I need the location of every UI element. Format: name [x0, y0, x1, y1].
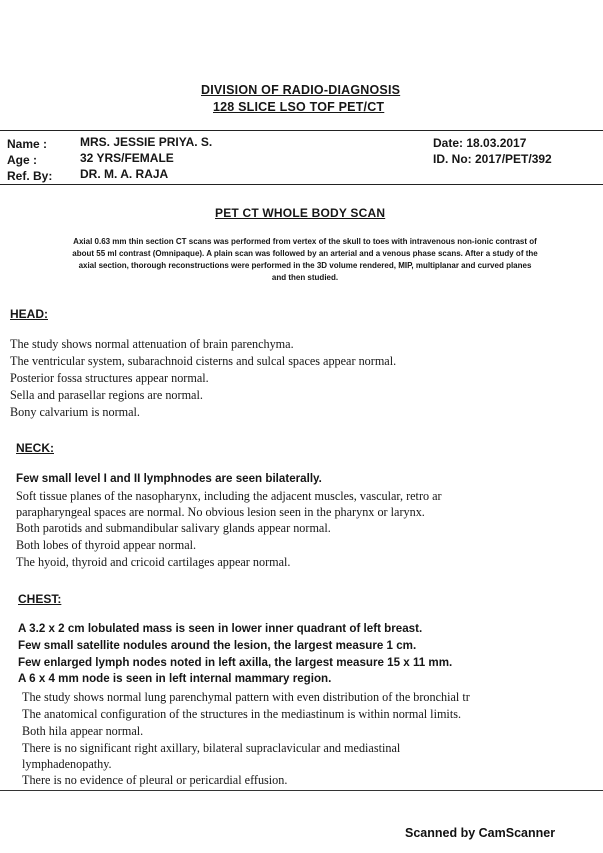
chest-finding: There is no evidence of pleural or pericardial effusion.: [22, 773, 288, 787]
chest-heading: CHEST:: [18, 592, 62, 606]
report-title: PET CT WHOLE BODY SCAN: [215, 206, 386, 220]
divider-top: [0, 130, 603, 131]
neck-finding: Soft tissue planes of the nasopharynx, including the adjacent muscles, vascular, retro ar: [16, 489, 442, 503]
head-finding: Posterior fossa structures appear normal.: [10, 371, 209, 385]
neck-finding: parapharyngeal spaces are normal. No obvious lesion seen in the pharynx or larynx.: [16, 505, 425, 519]
divider-bottom: [0, 184, 603, 185]
intro-line: about 55 ml contrast (Omnipaque). A plain scan was followed by an arterial and a venous phase scans. After a study of the: [72, 249, 538, 258]
division-title: DIVISION OF RADIO-DIAGNOSIS: [201, 83, 401, 97]
head-finding: The ventricular system, subarachnoid cisterns and sulcal spaces appear normal.: [10, 354, 397, 368]
chest-key-finding: A 3.2 x 2 cm lobulated mass is seen in lower inner quadrant of left breast.: [18, 622, 423, 635]
intro-paragraph: [8, 236, 602, 284]
head-heading: HEAD:: [10, 307, 48, 321]
intro-line: and then studied.: [271, 273, 339, 282]
camscanner-watermark: Scanned by CamScanner: [405, 826, 556, 840]
chest-key-finding: Few enlarged lymph nodes noted in left axilla, the largest measure 15 x 11 mm.: [18, 656, 453, 669]
chest-key-finding: Few small satellite nodules around the lesion, the largest measure 1 cm.: [18, 639, 417, 652]
intro-line: axial section, thorough reconstructions were performed in the 3D volume rendered, MIP, multiplanar and curved planes: [78, 261, 532, 270]
patient-name: MRS. JESSIE PRIYA. S.: [80, 135, 213, 149]
head-finding: Sella and parasellar regions are normal.: [10, 388, 203, 402]
head-finding: The study shows normal attenuation of brain parenchyma.: [10, 337, 294, 351]
patient-age: 32 YRS/FEMALE: [80, 151, 174, 165]
ref-label: Ref. By:: [7, 169, 53, 183]
chest-finding: lymphadenopathy.: [22, 757, 112, 771]
referring-doctor: DR. M. A. RAJA: [80, 167, 169, 181]
neck-finding: Both parotids and submandibular salivary glands appear normal.: [16, 521, 331, 535]
chest-finding: The study shows normal lung parenchymal pattern with even distribution of the bronchial tr: [22, 690, 470, 704]
chest-finding: There is no significant right axillary, bilateral supraclavicular and mediastinal: [22, 741, 401, 755]
page-bottom-rule: [0, 790, 603, 791]
head-finding: Bony calvarium is normal.: [10, 405, 140, 419]
chest-key-finding: A 6 x 4 mm node is seen in left internal mammary region.: [18, 672, 332, 685]
neck-finding: The hyoid, thyroid and cricoid cartilages appear normal.: [16, 555, 291, 569]
report-id: ID. No: 2017/PET/392: [433, 152, 552, 166]
intro-line: Axial 0.63 mm thin section CT scans was performed from vertex of the skull to toes with intravenous non-ionic contrast of: [73, 237, 537, 246]
neck-finding: Both lobes of thyroid appear normal.: [16, 538, 197, 552]
chest-finding: Both hila appear normal.: [22, 724, 144, 738]
chest-finding: The anatomical configuration of the structures in the mediastinum is within normal limits.: [22, 707, 461, 721]
name-label: Name :: [7, 137, 48, 151]
machine-subtitle: 128 SLICE LSO TOF PET/CT: [213, 100, 385, 114]
age-label: Age :: [7, 153, 37, 167]
report-date: Date: 18.03.2017: [433, 136, 527, 150]
neck-key-finding: Few small level I and II lymphnodes are seen bilaterally.: [16, 472, 322, 485]
neck-heading: NECK:: [16, 441, 54, 455]
